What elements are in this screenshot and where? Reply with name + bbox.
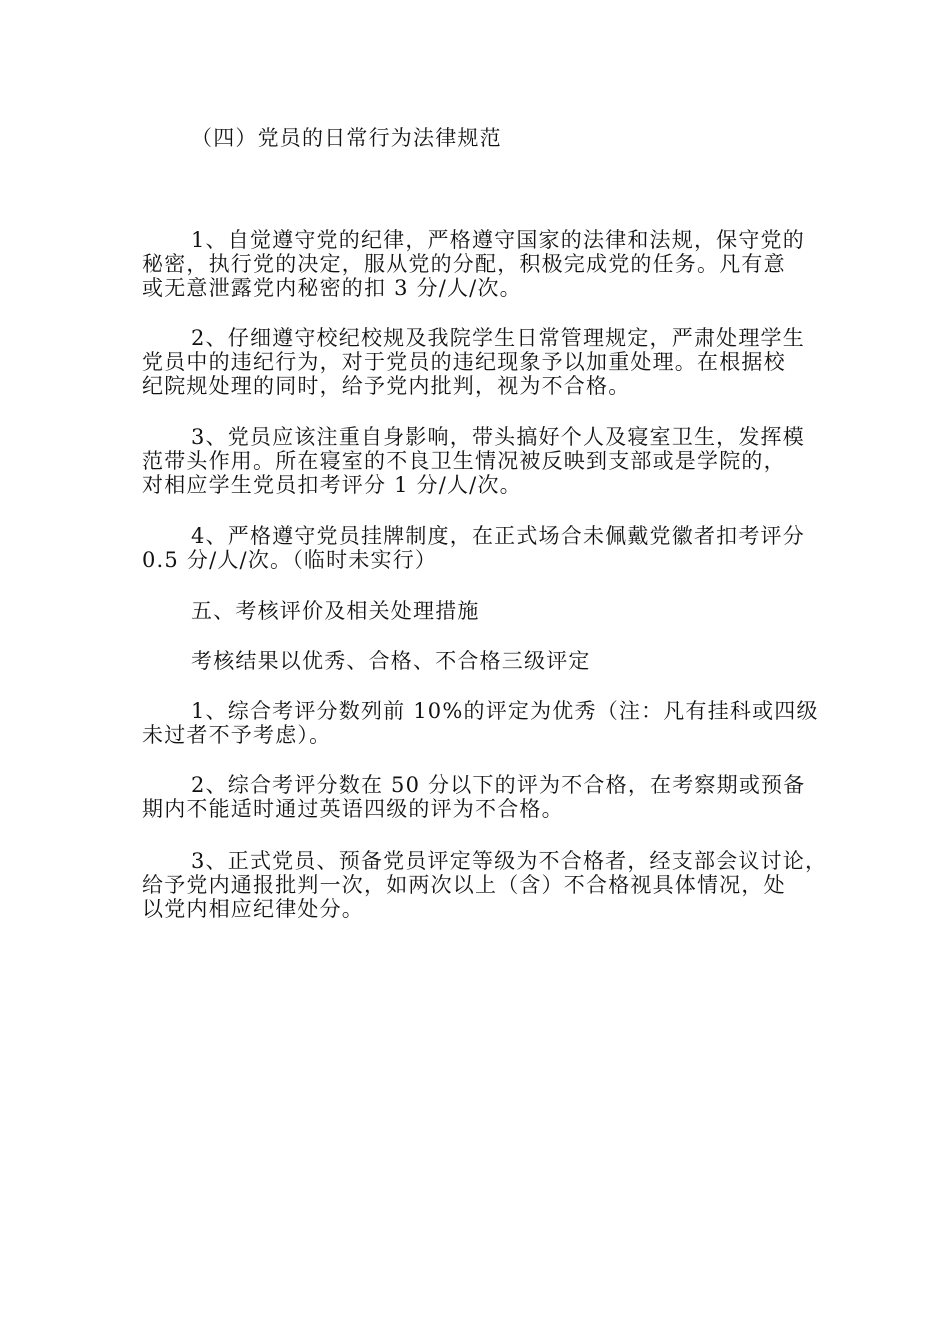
evaluation-line: 期内不能适时通过英语四级的评为不合格。 — [142, 797, 564, 821]
paragraph-2 — [142, 326, 808, 398]
evaluation-line: 给予党内通报批判一次，如两次以上（含）不合格视具体情况，处 — [142, 873, 786, 897]
evaluation-line: 1、综合考评分数列前 10%的评定为优秀（注：凡有挂科或四级 — [191, 699, 819, 723]
evaluation-line: 未过者不予考虑）。 — [142, 723, 332, 747]
paragraph-line: 秘密，执行党的决定，服从党的分配，积极完成党的任务。凡有意 — [142, 252, 786, 276]
paragraph-line: 2、仔细遵守校纪校规及我院学生日常管理规定，严肃处理学生 — [191, 326, 805, 350]
evaluation-line: 3、正式党员、预备党员评定等级为不合格者，经支部会议讨论， — [191, 849, 828, 873]
paragraph-line: 3、党员应该注重自身影响，带头搞好个人及寝室卫生，发挥模 — [191, 425, 805, 449]
evaluation-intro-text: 考核结果以优秀、合格、不合格三级评定 — [191, 649, 591, 673]
paragraph-line: 纪院规处理的同时，给予党内批判，视为不合格。 — [142, 374, 631, 398]
section-heading-text: （四）党员的日常行为法律规范 — [191, 126, 502, 150]
section-five-heading — [142, 599, 808, 623]
evaluation-line: 以党内相应纪律处分。 — [142, 897, 364, 921]
paragraph-line: 范带头作用。所在寝室的不良卫生情况被反映到支部或是学院的， — [142, 449, 786, 473]
paragraph-line: 对相应学生党员扣考评分 1 分/人/次。 — [142, 473, 522, 497]
paragraph-line: 0.5 分/人/次。（临时未实行） — [142, 548, 438, 572]
evaluation-intro — [142, 649, 808, 673]
paragraph-line: 党员中的违纪行为，对于党员的违纪现象予以加重处理。在根据校 — [142, 350, 786, 374]
evaluation-line: 2、综合考评分数在 50 分以下的评为不合格，在考察期或预备 — [191, 773, 806, 797]
paragraph-4 — [142, 524, 808, 572]
paragraph-line: 或无意泄露党内秘密的扣 3 分/人/次。 — [142, 276, 522, 300]
evaluation-item-1 — [142, 699, 819, 747]
paragraph-1 — [142, 228, 808, 300]
paragraph-line: 1、自觉遵守党的纪律，严格遵守国家的法律和法规，保守党的 — [191, 228, 805, 252]
paragraph-3 — [142, 425, 808, 497]
section-heading — [142, 126, 808, 150]
paragraph-line: 4、严格遵守党员挂牌制度，在正式场合未佩戴党徽者扣考评分 — [191, 524, 805, 548]
evaluation-item-2 — [142, 773, 808, 821]
evaluation-item-3 — [142, 849, 828, 921]
section-five-heading-text: 五、考核评价及相关处理措施 — [191, 599, 480, 623]
